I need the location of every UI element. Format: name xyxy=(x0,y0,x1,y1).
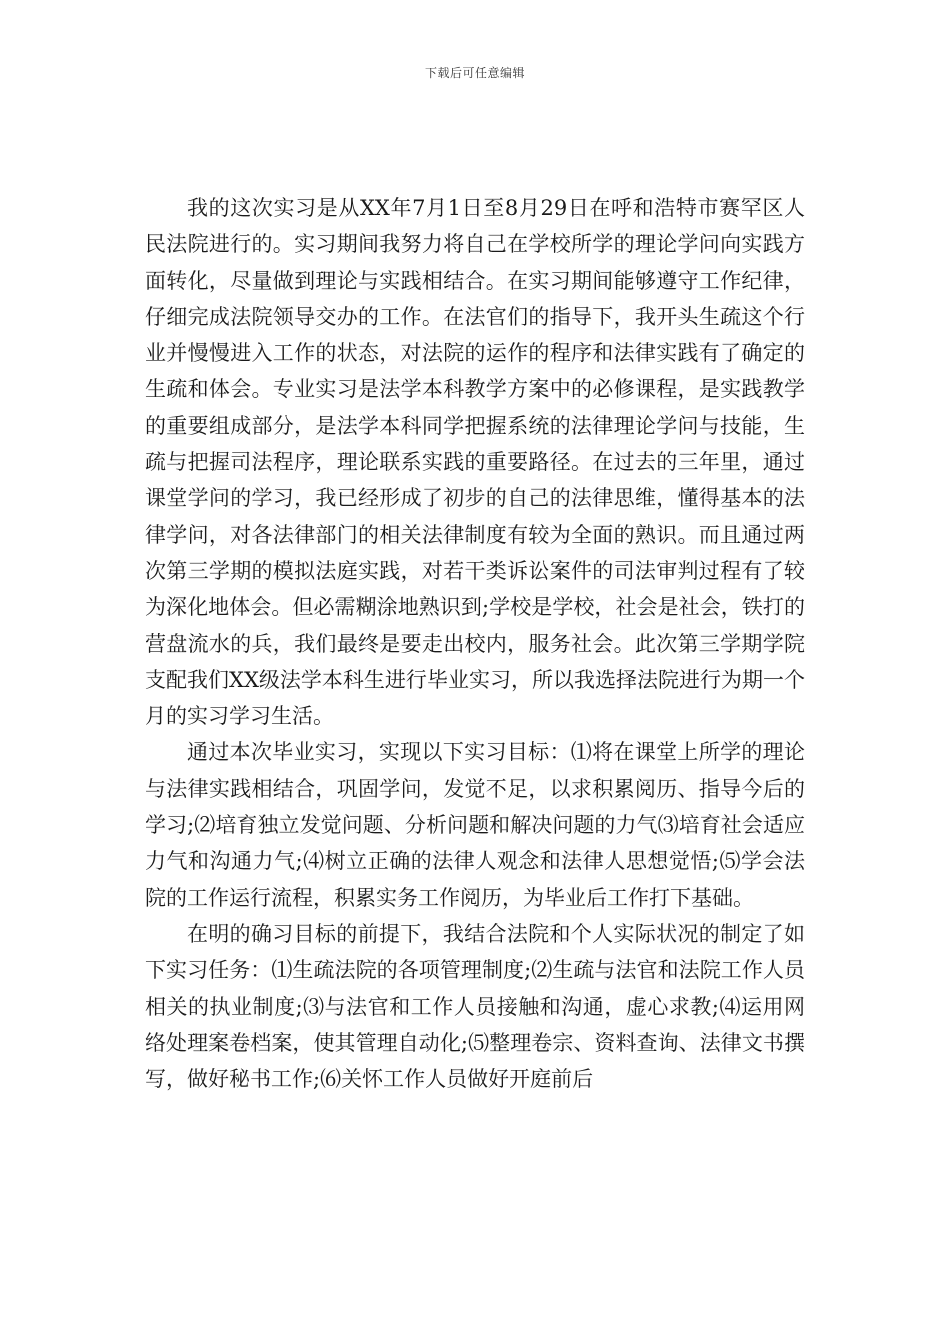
document-body xyxy=(145,190,805,1097)
paragraph-tasks: 在明的确习目标的前提下，我结合法院和个人实际状况的制定了如下实习任务：⑴生疏法院的各项管理制度;⑵生疏与法官和法院工作人员相关的执业制度;⑶与法官和工作人员接触和沟通，虚心求教;⑷运用网络处理案卷档案，使其管理自动化;⑸整理卷宗、资料查询、法律文书撰写，做好秘书工作;⑹关怀工作人员做好开庭前后 xyxy=(145,921,805,1092)
paragraph-goals: 通过本次毕业实习，实现以下实习目标：⑴将在课堂上所学的理论与法律实践相结合，巩固学问，发觉不足，以求积累阅历、指导今后的学习;⑵培育独立发觉问题、分析问题和解决问题的力气⑶培育社会适应力气和沟通力气;⑷树立正确的法律人观念和法律人思想觉悟;⑸学会法院的工作运行流程，积累实务工作阅历，为毕业后工作打下基础。 xyxy=(145,740,805,910)
page-header: 下载后可任意编辑 xyxy=(424,66,525,80)
paragraph-intro: 我的这次实习是从XX年7月1日至8月29日在呼和浩特市赛罕区人民法院进行的。实习期间我努力将自己在学校所学的理论学问向实践方面转化，尽量做到理论与实践相结合。在实习期间能够遵守工作纪律，仔细完成法院领导交办的工作。在法官们的指导下，我开头生疏这个行业并慢慢进入工作的状态，对法院的运作的程序和法律实践有了确定的生疏和体会。专业实习是法学本科教学方案中的必修课程，是实践教学的重要组成部分，是法学本科同学把握系统的法律理论学问与技能，生疏与把握司法程序，理论联系实践的重要路径。在过去的三年里，通过课堂学问的学习，我已经形成了初步的自己的法律思维，懂得基本的法律学问，对各法律部门的相关法律制度有较为全面的熟识。而且通过两次第三学期的模拟法庭实践，对若干类诉讼案件的司法审判过程有了较为深化地体会。但必需糊涂地熟识到;学校是学校，社会是社会，铁打的营盘流水的兵，我们最终是要走出校内，服务社会。此次第三学期学院支配我们XX级法学本科生进行毕业实习，所以我选择法院进行为期一个月的实习学习生活。 xyxy=(145,196,805,729)
